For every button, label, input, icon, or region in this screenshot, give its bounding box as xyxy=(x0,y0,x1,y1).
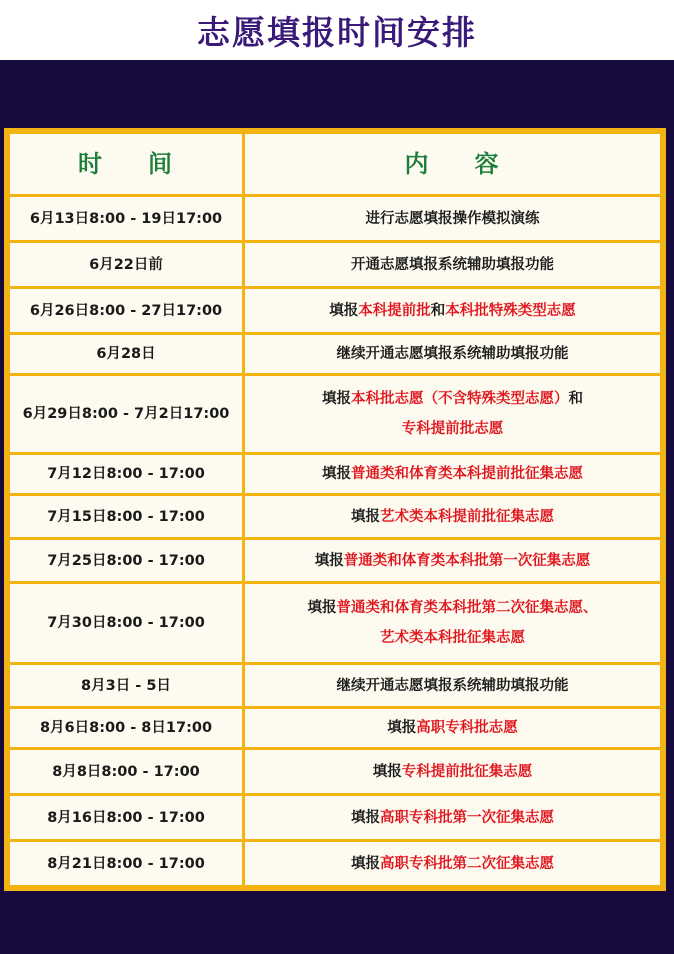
highlight-text: 专科提前批志愿 xyxy=(401,421,504,437)
plain-text: 填报 xyxy=(307,600,337,616)
plain-text: 填报 xyxy=(387,720,417,736)
content-line xyxy=(249,384,656,414)
table-row xyxy=(9,708,662,749)
highlight-text: 本科提前批 xyxy=(358,302,431,319)
content-cell xyxy=(244,334,662,375)
plain-text: 填报 xyxy=(314,552,344,569)
time-cell: 7月15日8:00 - 17:00 xyxy=(9,495,244,539)
time-cell: 6月26日8:00 - 27日17:00 xyxy=(9,288,244,334)
time-cell: 8月3日 - 5日 xyxy=(9,664,244,708)
content-cell xyxy=(244,583,662,664)
highlight-text: 本科批特殊类型志愿 xyxy=(445,302,576,319)
plain-text: 填报 xyxy=(351,508,380,525)
time-cell: 6月13日8:00 - 19日17:00 xyxy=(9,196,244,242)
highlight-text: 高职专科批志愿 xyxy=(416,720,518,736)
plain-text: 和 xyxy=(568,391,583,407)
plain-text: 开通志愿填报系统辅助填报功能 xyxy=(351,256,554,273)
plain-text: 填报 xyxy=(351,855,380,872)
schedule-table-frame xyxy=(4,128,666,891)
plain-text: 继续开通志愿填报系统辅助填报功能 xyxy=(336,346,569,362)
time-cell: 8月21日8:00 - 17:00 xyxy=(9,841,244,887)
plain-text: 填报 xyxy=(329,302,359,319)
table-row xyxy=(9,375,662,454)
table-row xyxy=(9,841,662,887)
content-line xyxy=(249,713,656,743)
content-line xyxy=(249,757,656,787)
table-header-row xyxy=(9,133,662,196)
time-cell: 6月29日8:00 - 7月2日17:00 xyxy=(9,375,244,454)
content-cell xyxy=(244,454,662,495)
content-line xyxy=(249,546,656,576)
header-content-char-1: 内 xyxy=(404,150,431,178)
content-line xyxy=(249,296,656,326)
content-cell xyxy=(244,242,662,288)
content-line xyxy=(249,339,656,369)
table-row xyxy=(9,242,662,288)
header-content-char-2: 容 xyxy=(474,150,501,178)
header-content xyxy=(244,133,662,196)
content-line xyxy=(249,671,656,701)
content-cell xyxy=(244,795,662,841)
plain-text: 填报 xyxy=(372,763,402,780)
table-row xyxy=(9,795,662,841)
highlight-text: 高职专科批第一次征集志愿 xyxy=(380,809,554,826)
content-cell xyxy=(244,196,662,242)
table-row xyxy=(9,495,662,539)
table-row xyxy=(9,583,662,664)
content-line xyxy=(249,502,656,532)
time-cell: 8月16日8:00 - 17:00 xyxy=(9,795,244,841)
highlight-text: 普通类和体育类本科批第二次征集志愿、 xyxy=(336,600,598,616)
plain-text: 填报 xyxy=(322,391,351,407)
table-row xyxy=(9,539,662,583)
table-row xyxy=(9,334,662,375)
time-cell: 6月28日 xyxy=(9,334,244,375)
content-line xyxy=(249,623,656,653)
table-row xyxy=(9,288,662,334)
time-cell: 6月22日前 xyxy=(9,242,244,288)
content-cell xyxy=(244,708,662,749)
content-line xyxy=(249,414,656,444)
time-cell: 8月6日8:00 - 8日17:00 xyxy=(9,708,244,749)
content-cell xyxy=(244,375,662,454)
plain-text: 继续开通志愿填报系统辅助填报功能 xyxy=(336,677,569,694)
header-time-char-1: 时 xyxy=(78,150,104,178)
table-row xyxy=(9,664,662,708)
time-cell: 7月25日8:00 - 17:00 xyxy=(9,539,244,583)
plain-text: 填报 xyxy=(322,466,351,482)
header-time-char-2: 间 xyxy=(148,150,174,178)
content-cell xyxy=(244,749,662,795)
highlight-text: 专科提前批征集志愿 xyxy=(401,763,533,780)
plain-text: 进行志愿填报操作模拟演练 xyxy=(365,210,540,227)
content-cell xyxy=(244,841,662,887)
header-time xyxy=(9,133,244,196)
highlight-text: 高职专科批第二次征集志愿 xyxy=(380,855,554,872)
time-cell: 7月12日8:00 - 17:00 xyxy=(9,454,244,495)
table-row xyxy=(9,454,662,495)
plain-text: 填报 xyxy=(351,809,380,826)
content-line xyxy=(249,803,656,833)
highlight-text: 普通类和体育类本科批第一次征集志愿 xyxy=(343,552,591,569)
content-line xyxy=(249,250,656,280)
content-cell xyxy=(244,664,662,708)
highlight-text: 本科批志愿（不含特殊类型志愿） xyxy=(351,391,569,407)
content-cell xyxy=(244,539,662,583)
highlight-text: 艺术类本科批征集志愿 xyxy=(380,630,525,646)
time-cell: 7月30日8:00 - 17:00 xyxy=(9,583,244,664)
content-line xyxy=(249,204,656,234)
table-row xyxy=(9,196,662,242)
page-title: 志愿填报时间安排 xyxy=(197,12,477,52)
content-line xyxy=(249,593,656,623)
content-line xyxy=(249,849,656,879)
highlight-text: 普通类和体育类本科提前批征集志愿 xyxy=(351,466,583,482)
content-cell xyxy=(244,495,662,539)
highlight-text: 艺术类本科提前批征集志愿 xyxy=(380,508,554,525)
plain-text: 和 xyxy=(430,302,446,319)
title-bar xyxy=(0,0,674,60)
table-row xyxy=(9,749,662,795)
table-body xyxy=(9,196,662,887)
schedule-table xyxy=(7,131,663,888)
content-line xyxy=(249,459,656,489)
content-cell xyxy=(244,288,662,334)
time-cell: 8月8日8:00 - 17:00 xyxy=(9,749,244,795)
